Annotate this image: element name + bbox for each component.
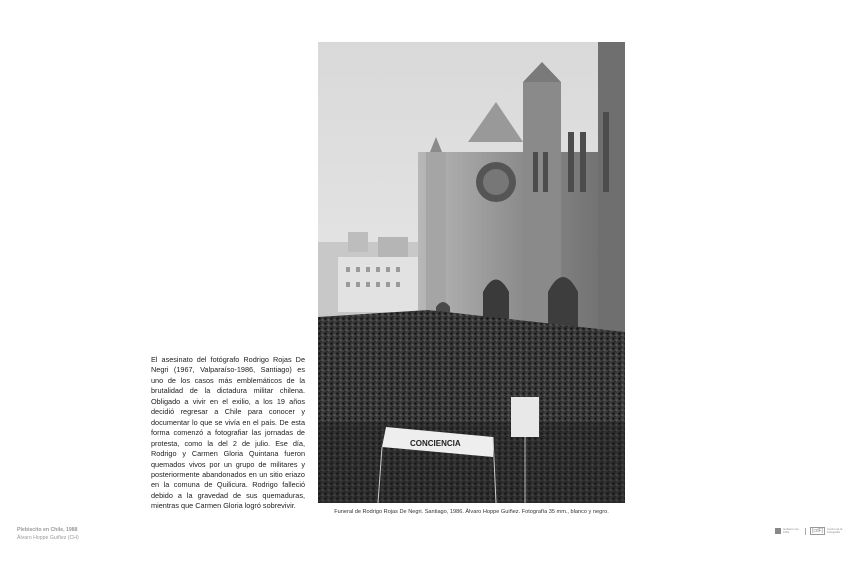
exhibition-title: Plebiscito en Chile, 1988 bbox=[17, 527, 78, 533]
photo-illustration bbox=[318, 42, 625, 503]
funeral-photograph bbox=[318, 42, 625, 503]
photographer-credit: Álvaro Hoppe Guiñez (CH) bbox=[17, 535, 79, 541]
banner-text: CONCIENCIA bbox=[410, 439, 461, 448]
description-text: El asesinato del fotógrafo Rodrigo Rojas De Negri (1967, Valparaíso-1986, Santiago) es uno de los casos más emblemáticos de la brutalidad de la dictadura militar chilena. Obligado a vivir en el exilio, a los 19 años decidió regresar a Chile para conocer y documentar lo que se vivía en el país. De esta forma comenzó a fotografiar las jornadas de protesta, como la del 2 de julio. Ese día, Rodrigo y Carmen Gloria Quintana fueron quemados vivos por un grupo de militares y posteriormente abandonados en un sitio eriazo en la comuna de Quilicura. Rodrigo falleció debido a la gravedad de sus quemaduras, mientras que Carmen Gloria logró sobrevivir. bbox=[151, 355, 305, 511]
logo-divider bbox=[805, 528, 806, 535]
ministry-logo-icon bbox=[775, 528, 781, 534]
government-logo-text: Gobierno de Chile bbox=[783, 527, 799, 534]
cdf-logo-text: Centro de la Fotografía bbox=[827, 527, 843, 534]
sponsor-logos bbox=[775, 526, 843, 536]
photo-caption: Funeral de Rodrigo Rojas De Negri. Santiago, 1986. Álvaro Hoppe Guiñez. Fotografía 35 mm., blanco y negro. bbox=[334, 509, 609, 515]
government-logo bbox=[775, 528, 801, 534]
cdf-tag: [cdF] bbox=[812, 528, 824, 534]
cdf-logo bbox=[810, 527, 843, 535]
